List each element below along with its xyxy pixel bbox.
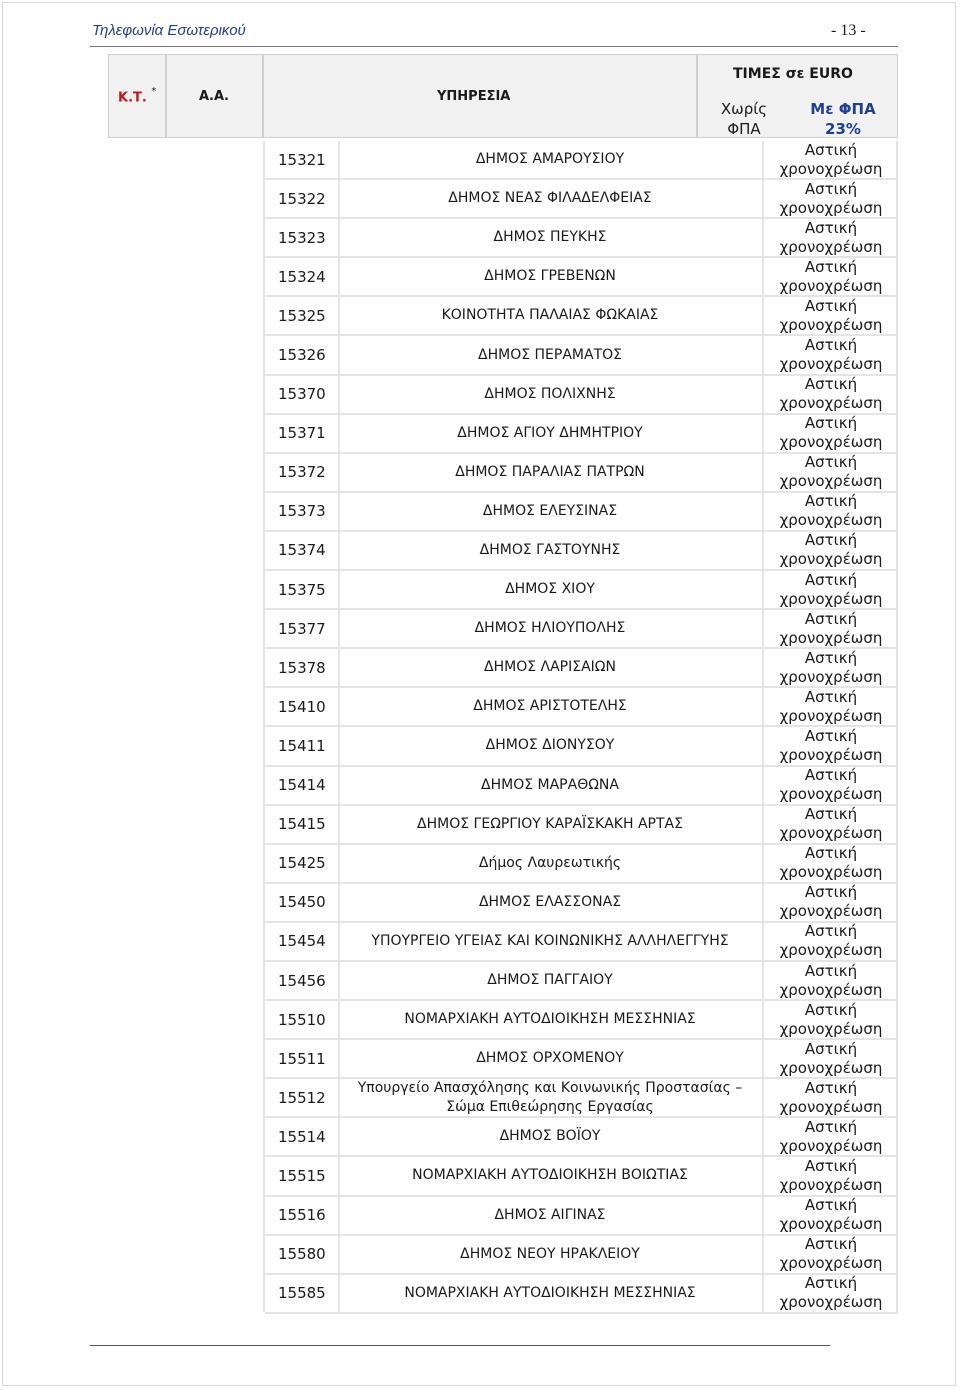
table-row [265, 297, 898, 336]
row-code: 15325 [265, 297, 340, 334]
row-service-name: ΔΗΜΟΣ ΗΛΙΟΥΠΟΛΗΣ [474, 620, 626, 637]
table-row [265, 1197, 898, 1236]
table-row [265, 1040, 898, 1079]
price-table-body [265, 141, 898, 1314]
row-service-name: ΔΗΜΟΣ ΛΑΡΙΣΑΙΩΝ [484, 659, 616, 676]
row-code: 15580 [265, 1236, 340, 1273]
table-row [265, 493, 898, 532]
column-header-with-vat: Με ΦΠΑ 23% [810, 100, 876, 138]
table-row [265, 649, 898, 688]
table-row [265, 923, 898, 962]
row-service-name: ΔΗΜΟΣ ΔΙΟΝΥΣΟΥ [485, 737, 615, 754]
row-code: 15324 [265, 258, 340, 295]
row-code: 15411 [265, 727, 340, 764]
row-service-name: ΔΗΜΟΣ ΠΑΓΓΑΙΟΥ [487, 972, 613, 989]
column-header-service: ΥΠΗΡΕΣΙΑ [437, 89, 511, 104]
table-row [265, 610, 898, 649]
row-code: 15323 [265, 219, 340, 256]
row-code: 15585 [265, 1275, 340, 1312]
row-price: Αστική χρονοχρέωση [762, 923, 898, 960]
row-service-name: ΔΗΜΟΣ ΑΡΙΣΤΟΤΕΛΗΣ [473, 698, 627, 715]
row-service-name: ΔΗΜΟΣ ΑΜΑΡΟΥΣΙΟΥ [475, 151, 625, 168]
row-service-name: ΔΗΜΟΣ ΝΕΑΣ ΦΙΛΑΔΕΛΦΕΙΑΣ [448, 190, 652, 207]
row-service-name: ΔΗΜΟΣ ΓΕΩΡΓΙΟΥ ΚΑΡΑΪΣΚΑΚΗ ΑΡΤΑΣ [417, 815, 683, 832]
row-service-name: ΝΟΜΑΡΧΙΑΚΗ ΑΥΤΟΔΙΟΙΚΗΣΗ ΜΕΣΣΗΝΙΑΣ [404, 1011, 696, 1028]
row-price: Αστική χρονοχρέωση [762, 806, 898, 843]
table-row [265, 336, 898, 375]
row-service-name: ΔΗΜΟΣ ΕΛΑΣΣΟΝΑΣ [478, 893, 622, 910]
row-code: 15321 [265, 141, 340, 178]
row-service-name: ΔΗΜΟΣ ΠΑΡΑΛΙΑΣ ΠΑΤΡΩΝ [455, 463, 645, 480]
row-service-name: ΔΗΜΟΣ ΓΑΣΤΟΥΝΗΣ [479, 541, 621, 558]
row-price: Αστική χρονοχρέωση [762, 141, 898, 178]
row-price: Αστική χρονοχρέωση [762, 336, 898, 373]
row-code: 15322 [265, 180, 340, 217]
header-divider [90, 46, 898, 47]
row-code: 15456 [265, 962, 340, 999]
table-row [265, 767, 898, 806]
row-price: Αστική χρονοχρέωση [762, 532, 898, 569]
kt-text: Κ.Τ. [118, 90, 147, 106]
row-price: Αστική χρονοχρέωση [762, 1275, 898, 1312]
row-price: Αστική χρονοχρέωση [762, 415, 898, 452]
row-service-name: ΔΗΜΟΣ ΠΕΡΑΜΑΤΟΣ [478, 346, 622, 363]
row-code: 15514 [265, 1118, 340, 1155]
table-row [265, 1236, 898, 1275]
row-code: 15511 [265, 1040, 340, 1077]
row-price: Αστική χρονοχρέωση [762, 571, 898, 608]
row-service-name: Δήμος Λαυρεωτικής [478, 854, 622, 871]
row-code: 15415 [265, 806, 340, 843]
row-code: 15326 [265, 336, 340, 373]
row-service-name: ΥΠΟΥΡΓΕΙΟ ΥΓΕΙΑΣ ΚΑΙ ΚΟΙΝΩΝΙΚΗΣ ΑΛΛΗΛΕΓΓΥΗΣ [371, 932, 729, 949]
table-row [265, 258, 898, 297]
kt-footnote-mark: * [151, 86, 157, 97]
row-price: Αστική χρονοχρέωση [762, 727, 898, 764]
row-service-name: ΔΗΜΟΣ ΠΟΛΙΧΝΗΣ [484, 385, 616, 402]
row-service-name: ΔΗΜΟΣ ΒΟΪΟΥ [499, 1128, 601, 1145]
row-price: Αστική χρονοχρέωση [762, 1197, 898, 1234]
row-price: Αστική χρονοχρέωση [762, 454, 898, 491]
row-service-name: ΔΗΜΟΣ ΑΙΓΙΝΑΣ [494, 1206, 606, 1223]
row-code: 15516 [265, 1197, 340, 1234]
table-row [265, 884, 898, 923]
table-row [265, 727, 898, 766]
column-header-prices: ΤΙΜΕΣ σε EURO [733, 66, 853, 82]
row-service-name: Υπουργείο Απασχόλησης και Κοινωνικής Προστασίας – Σώμα Επιθεώρησης Εργασίας [357, 1079, 743, 1115]
row-price: Αστική χρονοχρέωση [762, 649, 898, 686]
row-code: 15370 [265, 376, 340, 413]
row-price: Αστική χρονοχρέωση [762, 962, 898, 999]
row-service-name: ΚΟΙΝΟΤΗΤΑ ΠΑΛΑΙΑΣ ΦΩΚΑΙΑΣ [441, 307, 659, 324]
row-service-name: ΔΗΜΟΣ ΑΓΙΟΥ ΔΗΜΗΤΡΙΟΥ [457, 424, 643, 441]
row-price: Αστική χρονοχρέωση [762, 180, 898, 217]
document-title: Τηλεφωνία Εσωτερικού [92, 22, 246, 39]
row-code: 15371 [265, 415, 340, 452]
table-row [265, 415, 898, 454]
row-service-name: ΔΗΜΟΣ ΕΛΕΥΣΙΝΑΣ [482, 502, 618, 519]
row-code: 15378 [265, 649, 340, 686]
table-row [265, 688, 898, 727]
row-service-name: ΝΟΜΑΡΧΙΑΚΗ ΑΥΤΟΔΙΟΙΚΗΣΗ ΜΕΣΣΗΝΙΑΣ [404, 1284, 696, 1301]
row-code: 15510 [265, 1001, 340, 1038]
row-price: Αστική χρονοχρέωση [762, 884, 898, 921]
row-price: Αστική χρονοχρέωση [762, 610, 898, 647]
page-number: - 13 - [831, 22, 866, 39]
row-code: 15414 [265, 767, 340, 804]
table-row [265, 454, 898, 493]
row-price: Αστική χρονοχρέωση [762, 688, 898, 725]
table-row [265, 806, 898, 845]
row-price: Αστική χρονοχρέωση [762, 1157, 898, 1194]
row-service-name: ΔΗΜΟΣ ΠΕΥΚΗΣ [493, 229, 607, 246]
row-price: Αστική χρονοχρέωση [762, 1001, 898, 1038]
row-code: 15377 [265, 610, 340, 647]
row-code: 15373 [265, 493, 340, 530]
table-row [265, 219, 898, 258]
table-row [265, 571, 898, 610]
row-code: 15425 [265, 845, 340, 882]
footer-divider [90, 1345, 830, 1346]
table-row [265, 1118, 898, 1157]
row-service-name: ΔΗΜΟΣ ΜΑΡΑΘΩΝΑ [481, 776, 619, 793]
row-price: Αστική χρονοχρέωση [762, 767, 898, 804]
row-service-name: ΔΗΜΟΣ ΧΙΟΥ [505, 581, 595, 598]
column-header-without-vat: Χωρίς ΦΠΑ [720, 100, 768, 138]
row-service-name: ΔΗΜΟΣ ΓΡΕΒΕΝΩΝ [484, 268, 616, 285]
row-price: Αστική χρονοχρέωση [762, 493, 898, 530]
column-header-aa: Α.Α. [199, 89, 229, 104]
row-price: Αστική χρονοχρέωση [762, 1118, 898, 1155]
table-row [265, 1079, 898, 1118]
table-row [265, 1275, 898, 1314]
row-price: Αστική χρονοχρέωση [762, 1236, 898, 1273]
table-row [265, 376, 898, 415]
column-header-kt [118, 88, 156, 105]
row-code: 15512 [265, 1079, 340, 1116]
row-price: Αστική χρονοχρέωση [762, 1079, 898, 1116]
row-code: 15374 [265, 532, 340, 569]
table-row [265, 845, 898, 884]
row-code: 15454 [265, 923, 340, 960]
row-price: Αστική χρονοχρέωση [762, 258, 898, 295]
row-code: 15410 [265, 688, 340, 725]
row-price: Αστική χρονοχρέωση [762, 1040, 898, 1077]
row-code: 15375 [265, 571, 340, 608]
row-price: Αστική χρονοχρέωση [762, 219, 898, 256]
row-price: Αστική χρονοχρέωση [762, 376, 898, 413]
row-price: Αστική χρονοχρέωση [762, 297, 898, 334]
table-row [265, 1001, 898, 1040]
table-row [265, 141, 898, 180]
row-code: 15450 [265, 884, 340, 921]
row-service-name: ΔΗΜΟΣ ΝΕΟΥ ΗΡΑΚΛΕΙΟΥ [460, 1245, 640, 1262]
row-code: 15372 [265, 454, 340, 491]
table-row [265, 180, 898, 219]
row-price: Αστική χρονοχρέωση [762, 845, 898, 882]
table-row [265, 1157, 898, 1196]
row-service-name: ΔΗΜΟΣ ΟΡΧΟΜΕΝΟΥ [476, 1050, 624, 1067]
row-code: 15515 [265, 1157, 340, 1194]
table-row [265, 962, 898, 1001]
table-row [265, 532, 898, 571]
row-service-name: ΝΟΜΑΡΧΙΑΚΗ ΑΥΤΟΔΙΟΙΚΗΣΗ ΒΟΙΩΤΙΑΣ [412, 1167, 688, 1184]
